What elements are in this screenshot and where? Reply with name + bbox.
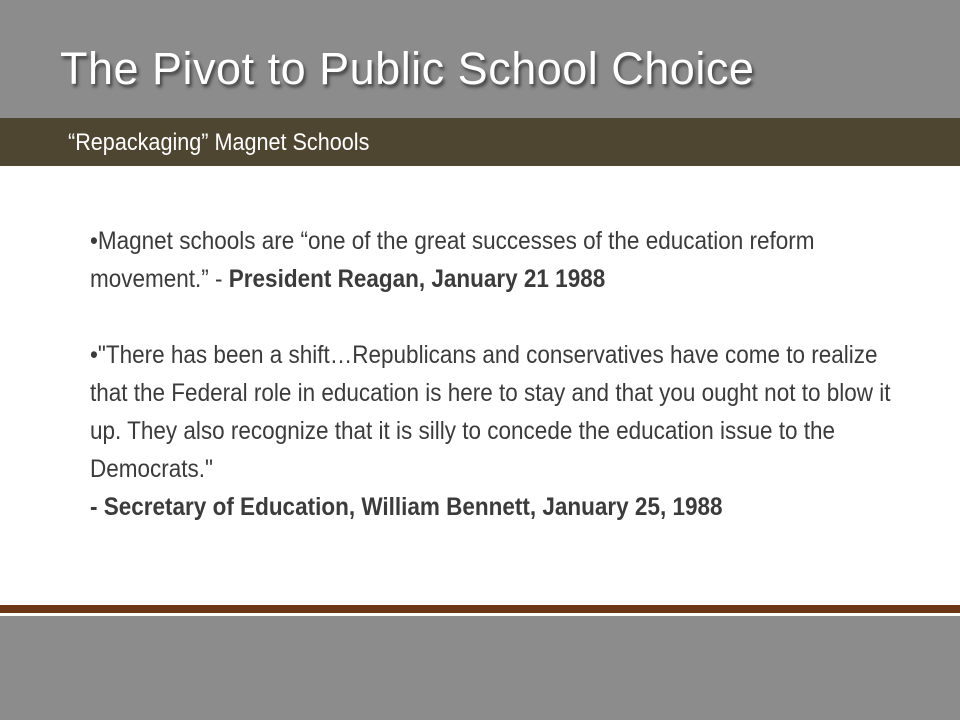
slide-title: The Pivot to Public School Choice <box>60 43 755 94</box>
bullet-reagan <box>90 222 900 298</box>
spacer <box>90 298 910 336</box>
bullet-text: Magnet schools are “one of the great successes of the education reform movement.” - <box>90 227 815 293</box>
bullet-attribution: President Reagan, January 21 1988 <box>228 265 606 293</box>
bullet-attribution: - Secretary of Education, William Bennett, January 25, 1988 <box>90 493 723 521</box>
slide-content <box>90 222 910 526</box>
bullet-bennett <box>90 336 900 526</box>
bullet-text: "There has been a shift…Republicans and conservatives have come to realize that the Federal role in education is here to stay and that you ought not to blow it up. They also recognize that it is silly to concede the education issue to the Democrats." <box>90 341 891 483</box>
bullet-marker: • <box>90 227 98 255</box>
footer-band <box>0 616 960 720</box>
slide-subtitle: “Repackaging” Magnet Schools <box>68 129 370 156</box>
bullet-marker: • <box>90 341 98 369</box>
footer-rule <box>0 605 960 613</box>
